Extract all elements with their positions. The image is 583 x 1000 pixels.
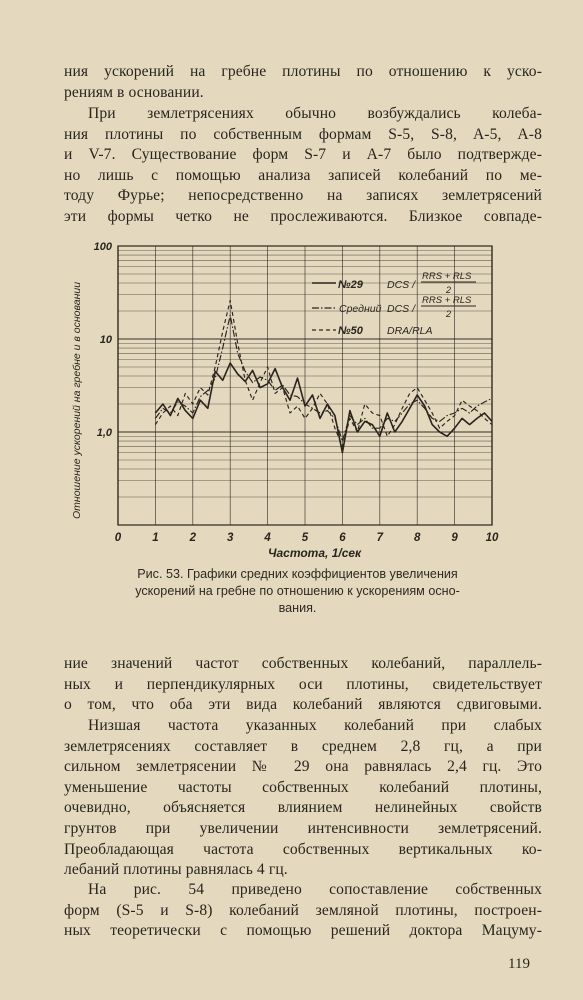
series-line bbox=[155, 363, 492, 453]
paragraph-frequency bbox=[64, 716, 542, 881]
text-line: При землетрясениях обычно возбуждались колеба- bbox=[88, 105, 542, 122]
legend-formula-prefix: DCS / bbox=[387, 279, 416, 291]
legend-formula-num: RRS + RLS bbox=[422, 271, 472, 282]
legend-formula: DRA/RLA bbox=[387, 325, 433, 337]
text-line: ние значений частот собственных колебаний, параллель- bbox=[64, 655, 542, 672]
y-tick-label: 100 bbox=[93, 241, 112, 253]
text-line: уменьшение частоты собственных колебаний плотины, bbox=[64, 778, 542, 796]
text-line: о том, что оба эти вида колебаний являются сдвиговыми. bbox=[64, 696, 542, 714]
text-line: грунтов при увеличении интенсивности землетрясений. bbox=[64, 819, 542, 837]
series-line bbox=[155, 300, 492, 446]
y-tick-label: 10 bbox=[99, 334, 112, 346]
page-number: 119 bbox=[508, 956, 530, 972]
caption-line: Рис. 53. Графики средних коэффициентов увеличения bbox=[137, 567, 458, 581]
legend-series-name: Средний bbox=[339, 303, 382, 315]
figure-caption bbox=[60, 566, 535, 617]
x-tick-label: 4 bbox=[264, 532, 271, 544]
text-line: ных теоретически с помощью решений доктора Мацуму- bbox=[64, 922, 542, 940]
text-line: но лишь с помощью анализа записей колебаний по ме- bbox=[64, 166, 542, 184]
caption-line: вания. bbox=[278, 601, 317, 615]
chart-series bbox=[155, 300, 492, 452]
x-tick-label: 8 bbox=[413, 532, 421, 544]
text-line: и V-7. Существование форм S-7 и A-7 было подтвержде- bbox=[64, 146, 542, 164]
y-axis-label: Отношение ускорений на гребне и в основании bbox=[71, 281, 83, 519]
x-tick-label: 3 bbox=[226, 532, 234, 544]
x-tick-label: 6 bbox=[339, 532, 346, 544]
x-tick-label: 0 bbox=[114, 532, 122, 544]
caption-line: ускорений на гребне по отношению к ускорениям осно- bbox=[135, 584, 460, 598]
text-line: ния плотины по собственным формам S-5, S-8, A-5, A-8 bbox=[64, 125, 542, 143]
x-tick-label: 2 bbox=[189, 532, 197, 544]
text-line: ния ускорений на гребне плотины по отношению к уско- bbox=[64, 63, 542, 80]
text-line: эти формы четко не прослеживаются. Близкое совпаде- bbox=[64, 207, 542, 225]
legend-entry-average bbox=[312, 295, 476, 319]
legend-formula-prefix: DCS / bbox=[387, 303, 416, 315]
text-line: сильном землетрясении № 29 она равнялась 2,4 гц. Это bbox=[64, 758, 542, 776]
text-line: тоду Фурье; непосредственно на записях землетрясений bbox=[64, 187, 542, 205]
text-line: очевидно, объясняется влиянием нелинейных свойств bbox=[64, 799, 542, 817]
text-line: землетрясениях составляет в среднем 2,8 гц, а при bbox=[64, 737, 542, 755]
legend-formula-num: RRS + RLS bbox=[422, 295, 472, 306]
text-line: На рис. 54 приведено сопоставление собственных bbox=[88, 881, 542, 898]
x-axis-label: Частота, 1/сек bbox=[268, 546, 362, 560]
text-line: ных и перпендикулярных оси плотины, свидетельствует bbox=[64, 675, 542, 693]
x-tick-label: 1 bbox=[152, 532, 159, 544]
figure-53-chart bbox=[0, 236, 583, 566]
series-line bbox=[155, 315, 492, 441]
text-line: Низшая частота указанных колебаний при слабых bbox=[88, 717, 542, 734]
legend-entry-50 bbox=[312, 325, 433, 337]
y-tick-label: 1,0 bbox=[96, 427, 112, 439]
legend-series-name: №50 bbox=[338, 325, 363, 337]
paragraph-comparison bbox=[64, 880, 542, 942]
legend-formula-den: 2 bbox=[446, 309, 452, 319]
chart-legend bbox=[312, 271, 476, 337]
text-line: рениям в основании. bbox=[64, 83, 204, 101]
text-line: Преобладающая частота собственных вертикальных ко- bbox=[64, 840, 542, 858]
text-line: форм (S-5 и S-8) колебаний земляной плотины, построен- bbox=[64, 901, 542, 919]
paragraph-shear bbox=[64, 654, 542, 716]
chart-grid bbox=[118, 246, 492, 525]
top-paragraph bbox=[64, 62, 542, 103]
x-tick-label: 7 bbox=[376, 532, 384, 544]
legend-series-name: №29 bbox=[338, 279, 363, 291]
legend-formula-den: 2 bbox=[446, 285, 452, 295]
x-tick-label: 5 bbox=[301, 532, 309, 544]
x-tick-label: 9 bbox=[451, 532, 458, 544]
x-tick-label: 10 bbox=[485, 532, 499, 544]
paragraph-forms bbox=[64, 104, 542, 228]
chart-ticks bbox=[94, 241, 499, 544]
text-line: лебаний плотины равнялась 4 гц. bbox=[64, 861, 288, 879]
